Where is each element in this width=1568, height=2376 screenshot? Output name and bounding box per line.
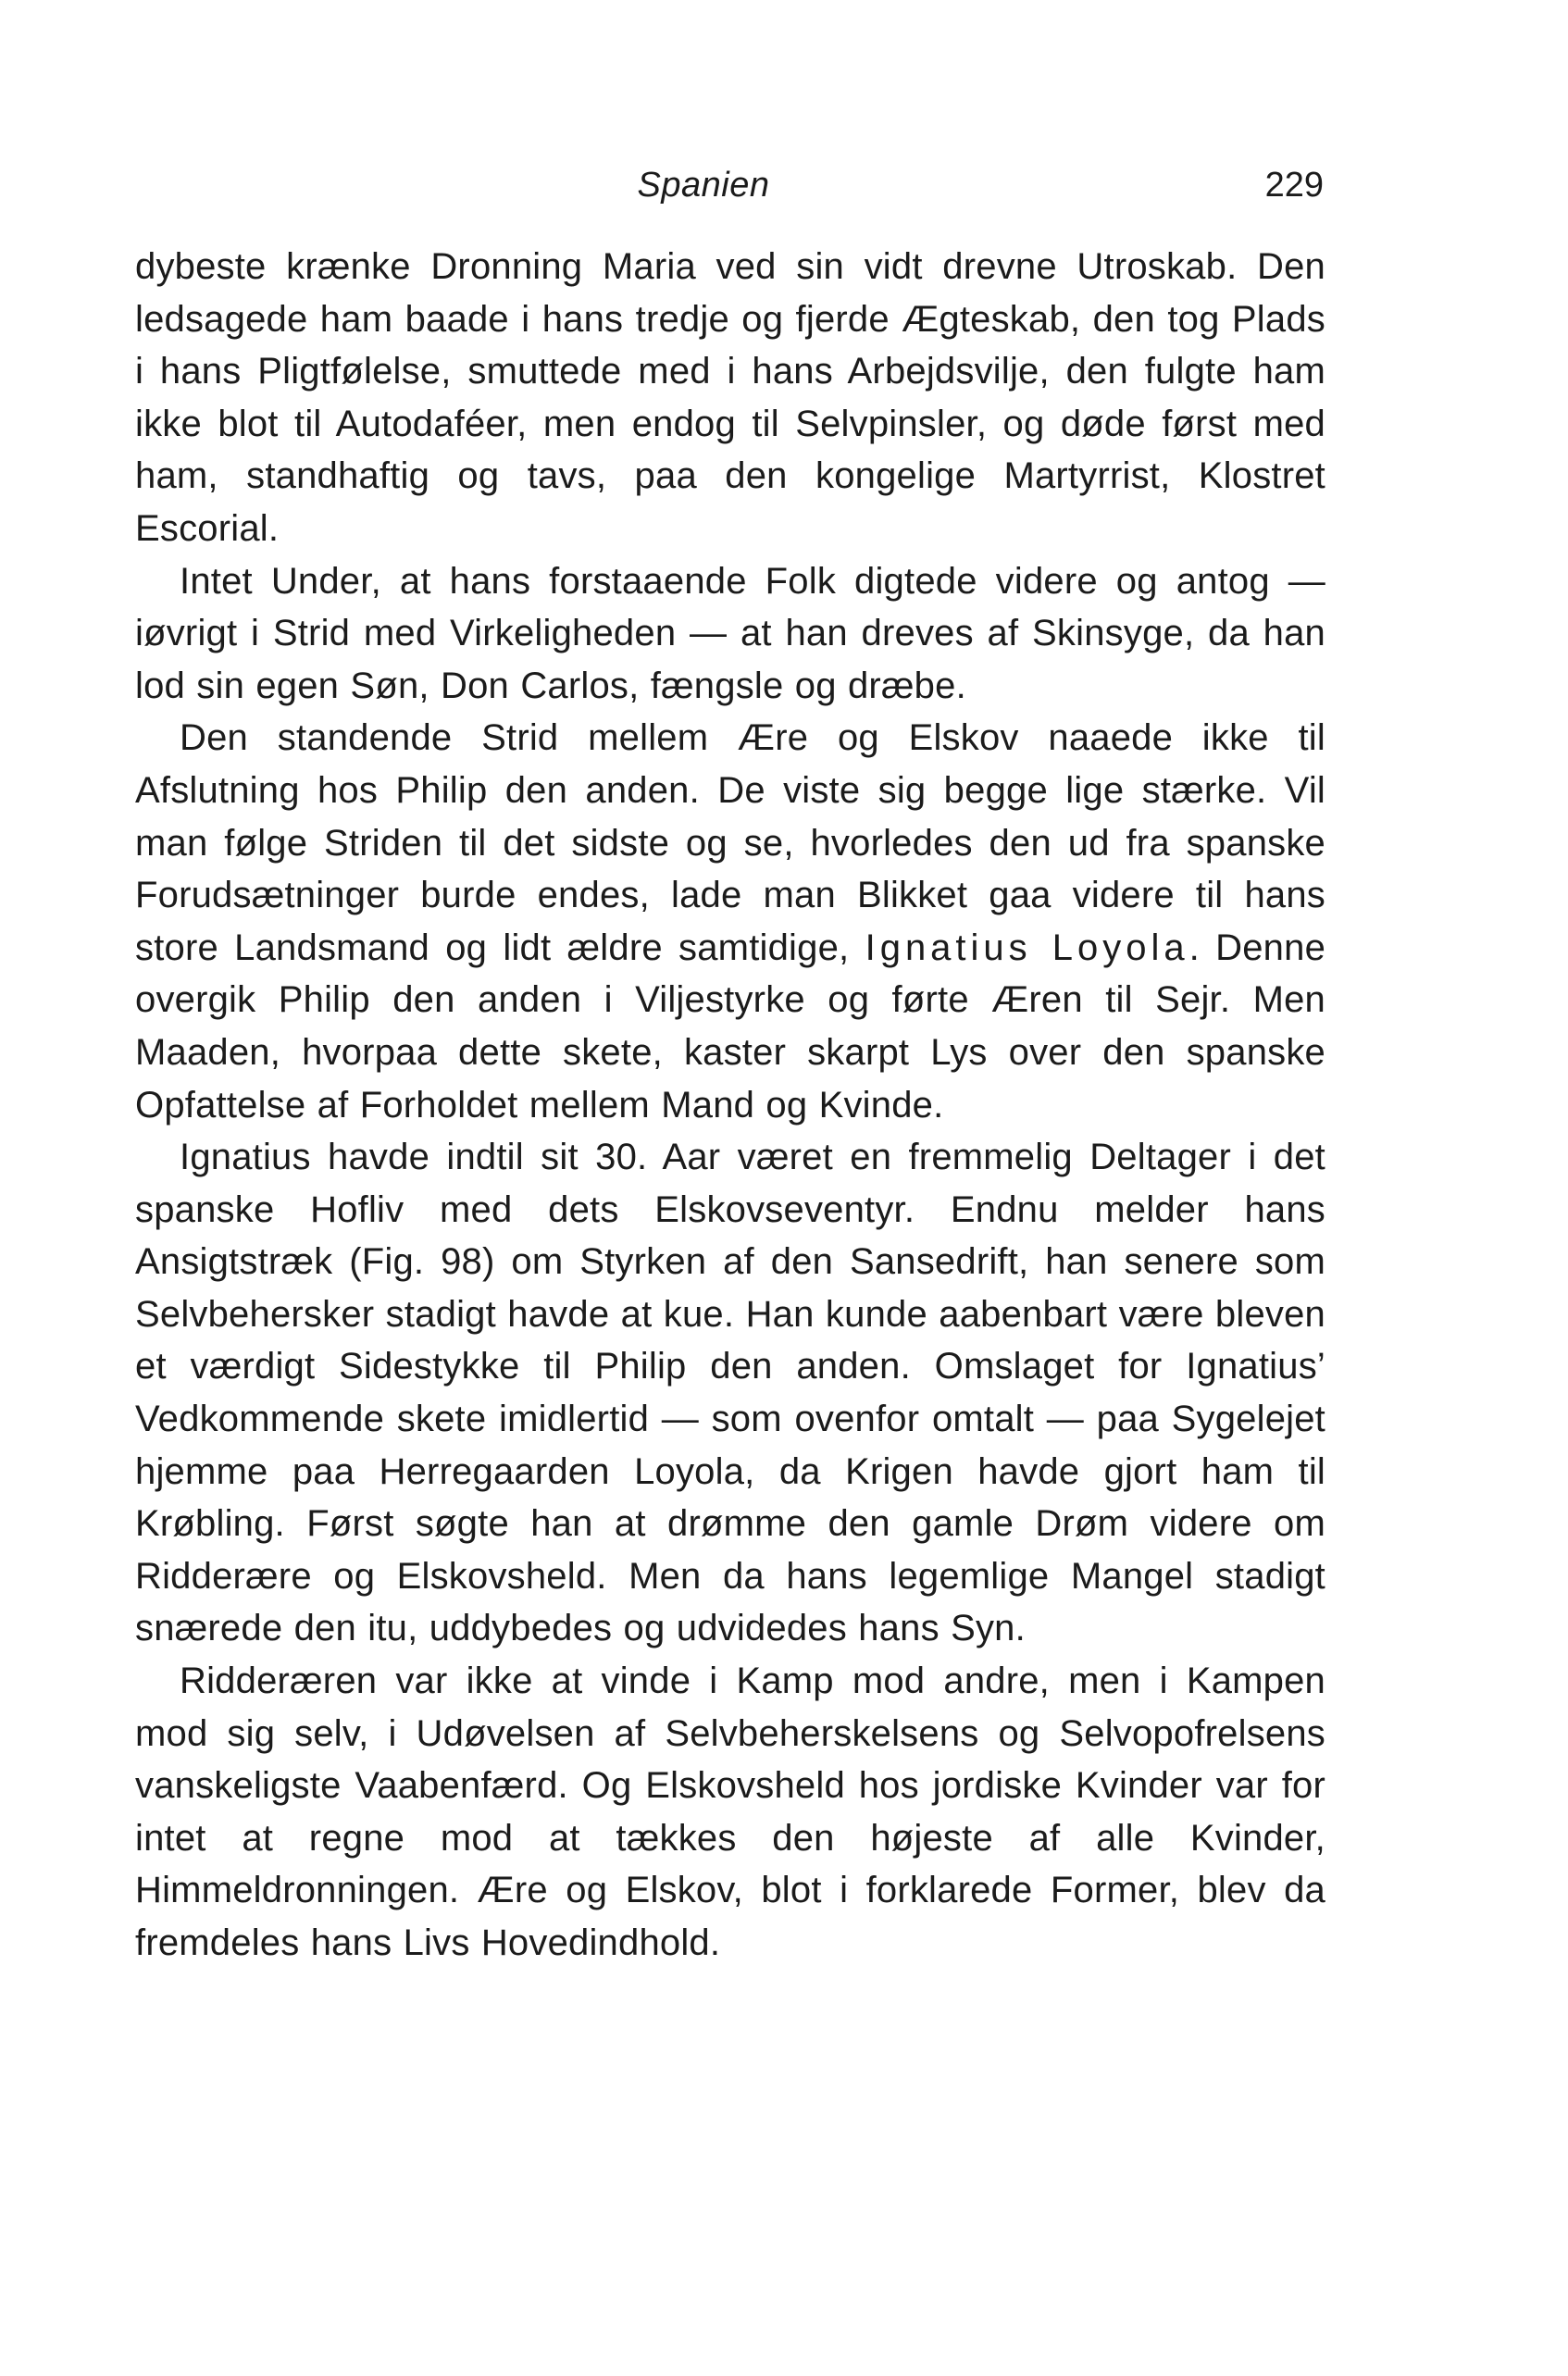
paragraph-text: Den standende Strid mellem Ære og Elskov naaede ikke til Afslutning hos Philip den anden. De viste sig begge lige stærke. Vil man følge Striden til det sidste og se, hvorledes den ud fra spanske Forudsætninger burde endes, lade man Blikket gaa videre til hans store Landsmand og lidt ældre samtidige, bbox=[135, 717, 1325, 968]
paragraph: dybeste krænke Dronning Maria ved sin vidt drevne Utroskab. Den ledsagede ham baade i hans tredje og fjerde Ægteskab, den tog Plads i hans Pligtfølelse, smuttede med i hans Arbejdsvilje, den fulgte ham ikke blot til Autodaféer, men endog til Selvpinsler, og døde først med ham, standhaftig og tavs, paa den kongelige Martyrrist, Klostret Escorial. bbox=[135, 246, 1325, 549]
paragraph-text: . Denne overgik Philip den anden i Viljestyrke og førte Æren til Sejr. Men Maaden, hvorpaa dette skete, kaster skarpt Lys over den spanske Opfattelse af Forholdet mellem Mand og Kvinde. bbox=[135, 927, 1326, 1126]
page-header bbox=[0, 157, 1568, 213]
running-title: Spanien bbox=[637, 166, 770, 205]
emphasized-name: Ignatius Loyola bbox=[865, 927, 1189, 968]
paragraph bbox=[135, 712, 1325, 1131]
page-number: 229 bbox=[1264, 166, 1324, 205]
paragraph: Intet Under, at hans forstaaende Folk digtede videre og antog — iøvrigt i Strid med Virkeligheden — at han dreves af Skinsyge, da han lod sin egen Søn, Don Carlos, fængsle og dræbe. bbox=[135, 560, 1325, 706]
body-text bbox=[135, 241, 1325, 1970]
paragraph: Ignatius havde indtil sit 30. Aar været en fremmelig Deltager i det spanske Hofliv med dets Elskovseventyr. Endnu melder hans Ansigtstræk (Fig. 98) om Styrken af den Sansedrift, han senere som Selvbehersker stadigt havde at kue. Han kunde aabenbart være bleven et værdigt Sidestykke til Philip den anden. Omslaget for Ignatius’ Vedkommende skete imidlertid — som ovenfor omtalt — paa Sygelejet hjemme paa Herregaarden Loyola, da Krigen havde gjort ham til Krøbling. Først søgte han at drømme den gamle Drøm videre om Ridderære og Elskovsheld. Men da hans legemlige Mangel stadigt snærede den itu, uddybedes og udvidedes hans Syn. bbox=[135, 1137, 1325, 1649]
paragraph: Ridderæren var ikke at vinde i Kamp mod andre, men i Kampen mod sig selv, i Udøvelsen af Selvbeherskelsens og Selvopofrelsens vanskeligste Vaabenfærd. Og Elskovsheld hos jordiske Kvinder var for intet at regne mod at tækkes den højeste af alle Kvinder, Himmeldronningen. Ære og Elskov, blot i forklarede Former, blev da fremdeles hans Livs Hovedindhold. bbox=[135, 1661, 1325, 1963]
